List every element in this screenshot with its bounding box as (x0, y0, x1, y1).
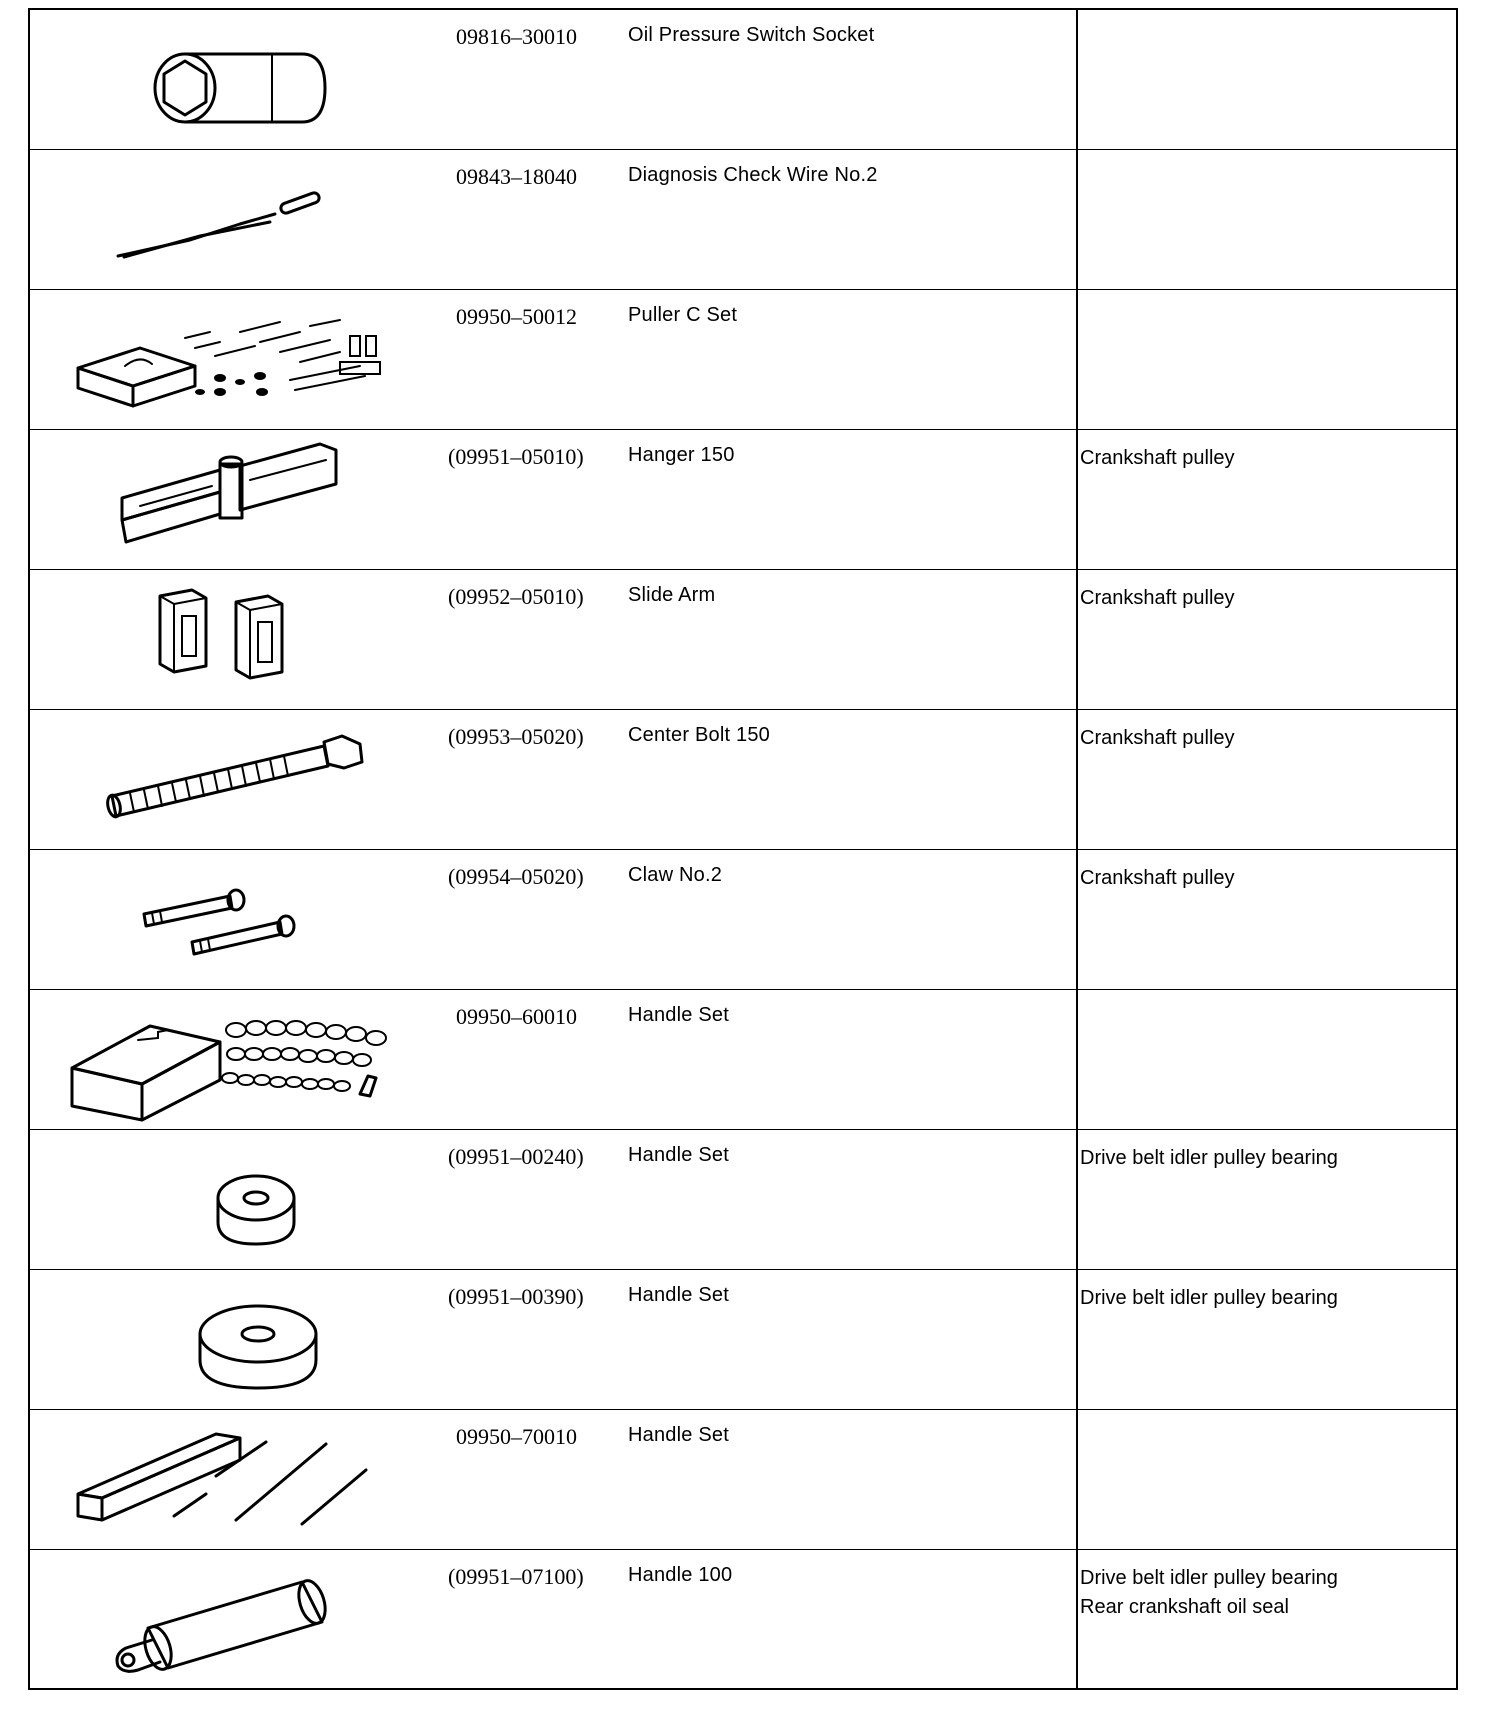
large-replacer-icon (40, 1276, 440, 1404)
table-row (30, 1550, 1456, 1688)
deep-socket-icon (40, 16, 440, 144)
handle-icon (40, 1556, 440, 1684)
table-row (30, 1410, 1456, 1550)
part-number: (09953–05020) (448, 724, 584, 749)
table-row (30, 290, 1456, 430)
table-row (30, 430, 1456, 570)
tool-name: Center Bolt 150 (628, 724, 770, 746)
part-number: (09951–05010) (448, 444, 584, 469)
tool-name: Handle Set (628, 1004, 729, 1026)
hanger-icon (40, 436, 440, 564)
replacer-set-icon (40, 996, 440, 1124)
part-number: (09951–00390) (448, 1284, 584, 1309)
part-number: 09950–50012 (456, 304, 577, 329)
table-row (30, 850, 1456, 990)
tool-use: Crankshaft pulley (1080, 587, 1235, 609)
tool-name: Handle Set (628, 1284, 729, 1306)
puller-set-icon (40, 296, 440, 424)
part-number: (09951–00240) (448, 1144, 584, 1169)
check-wire-icon (40, 156, 440, 284)
handle-set-icon (40, 1416, 440, 1544)
tool-use (1080, 1564, 1450, 1622)
tool-name: Claw No.2 (628, 864, 723, 886)
table-row (30, 990, 1456, 1130)
tool-use: Crankshaft pulley (1080, 727, 1235, 749)
part-number: 09843–18040 (456, 164, 577, 189)
table-row (30, 150, 1456, 290)
claw-bolts-icon (40, 856, 440, 984)
slide-arm-icon (40, 576, 440, 704)
tool-name: Handle 100 (628, 1564, 733, 1586)
table-row (30, 710, 1456, 850)
tool-name: Handle Set (628, 1144, 729, 1166)
table-row (30, 570, 1456, 710)
tool-name: Slide Arm (628, 584, 716, 606)
tool-name: Diagnosis Check Wire No.2 (628, 164, 878, 186)
part-number: 09816–30010 (456, 24, 577, 49)
part-number: (09954–05020) (448, 864, 584, 889)
table-row (30, 1130, 1456, 1270)
tool-name: Hanger 150 (628, 444, 735, 466)
part-number: (09952–05010) (448, 584, 584, 609)
tool-name: Oil Pressure Switch Socket (628, 24, 875, 46)
part-number: 09950–60010 (456, 1004, 577, 1029)
center-bolt-icon (40, 716, 440, 844)
tool-use-line: Drive belt idler pulley bearing (1080, 1567, 1338, 1589)
sst-table (28, 8, 1458, 1690)
table-row (30, 1270, 1456, 1410)
tool-use: Crankshaft pulley (1080, 867, 1235, 889)
part-number: (09951–07100) (448, 1564, 584, 1589)
part-number: 09950–70010 (456, 1424, 577, 1449)
tool-use: Crankshaft pulley (1080, 447, 1235, 469)
tool-name: Handle Set (628, 1424, 729, 1446)
tool-use: Drive belt idler pulley bearing (1080, 1287, 1338, 1309)
tool-name: Puller C Set (628, 304, 738, 326)
small-replacer-icon (40, 1136, 440, 1264)
tool-use: Drive belt idler pulley bearing (1080, 1147, 1338, 1169)
table-row (30, 10, 1456, 150)
tool-use-line: Rear crankshaft oil seal (1080, 1596, 1289, 1618)
